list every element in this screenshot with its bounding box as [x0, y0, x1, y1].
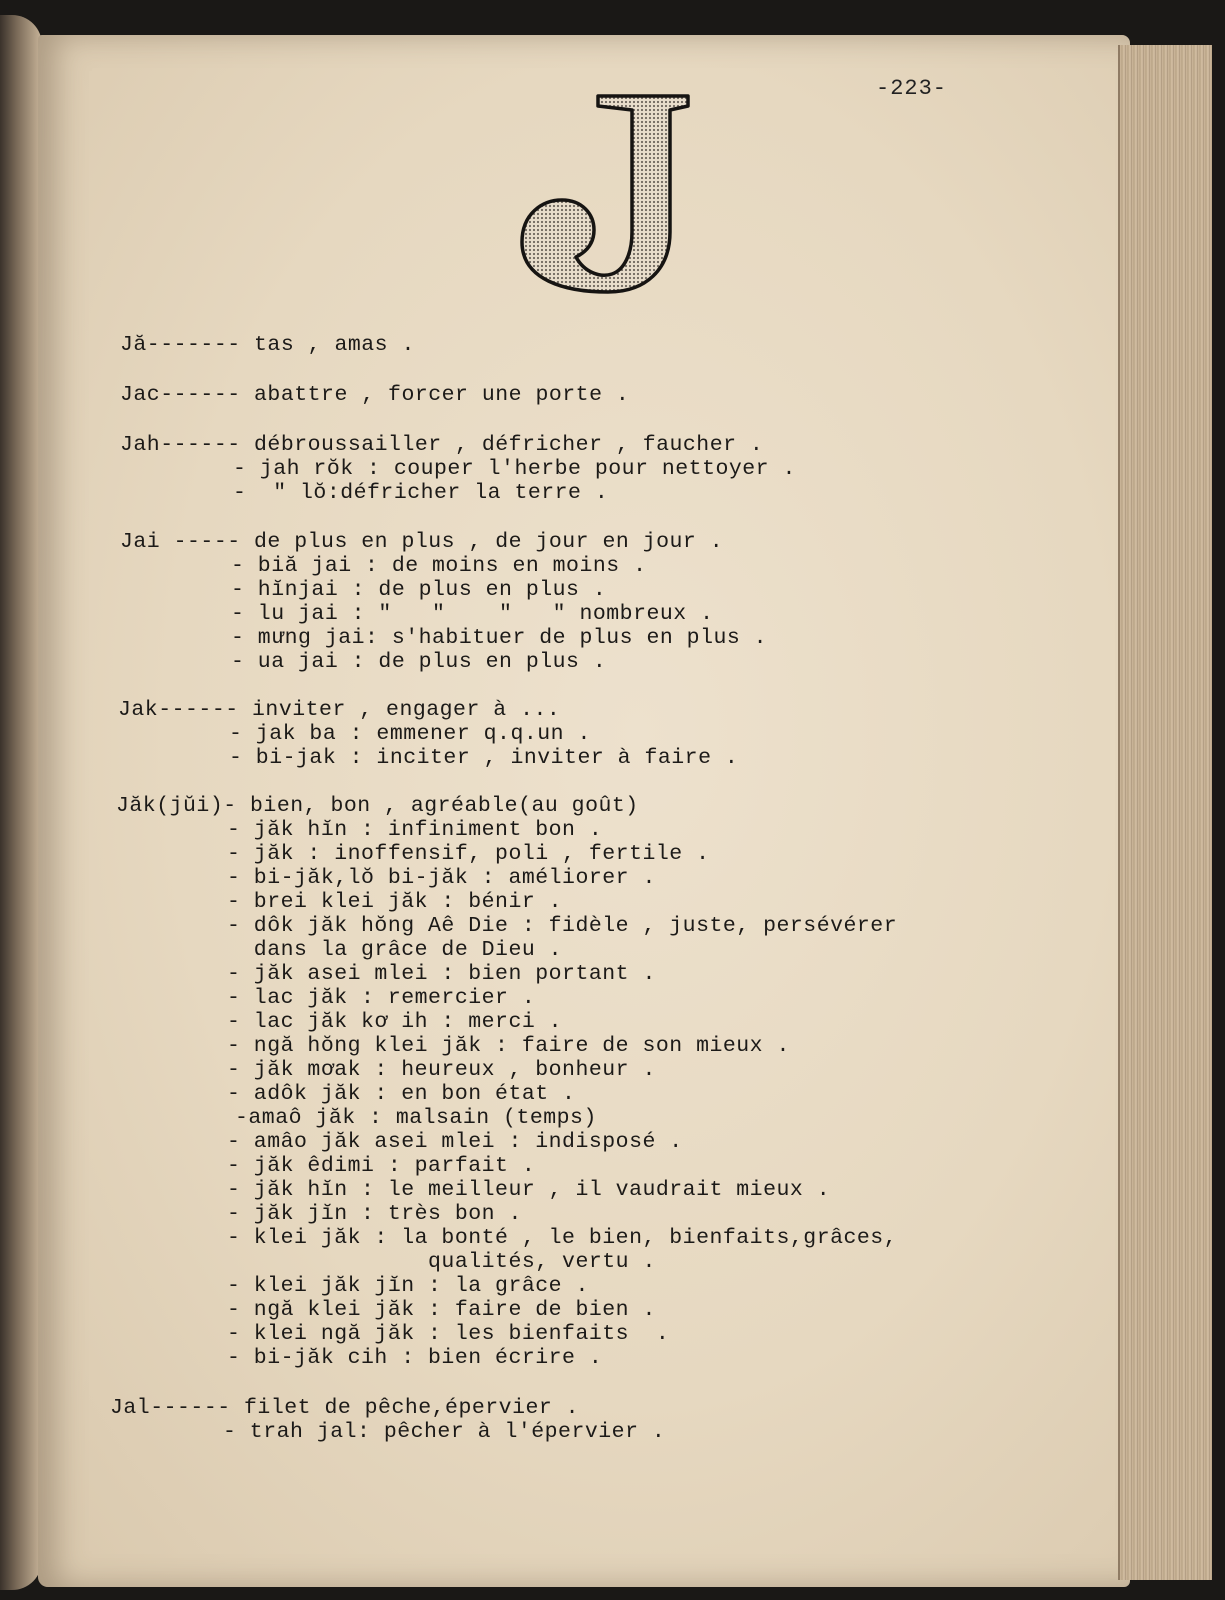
definition: dans la grâce de Dieu . — [227, 938, 563, 962]
entry-line — [229, 746, 738, 770]
definition: - ngă klei jăk : faire de bien . — [227, 1298, 656, 1322]
definition: filet de pêche,épervier . — [230, 1396, 580, 1420]
entry-line — [227, 1250, 656, 1274]
entry-line — [223, 1420, 665, 1444]
entry-line — [120, 333, 415, 357]
entry-line — [120, 433, 763, 457]
definition: - ngă hŏng klei jăk : faire de son mieux . — [227, 1034, 790, 1058]
headword: Jai ----- — [120, 530, 241, 554]
definition: débroussailler , défricher , faucher . — [240, 433, 764, 457]
entry-line — [227, 1010, 562, 1034]
definition: bien, bon , agréable(au goût) — [236, 794, 639, 818]
definition: - biă jai : de moins en moins . — [231, 554, 647, 578]
definition: - dôk jăk hŏng Aê Die : fidèle , juste, persévérer — [227, 914, 898, 938]
entry-line — [227, 986, 535, 1010]
page-number: -223- — [876, 76, 948, 101]
definition: - jah rŏk : couper l'herbe pour nettoyer . — [233, 457, 796, 481]
headword: Jac------ — [120, 383, 241, 407]
definition: - jak ba : emmener q.q.un . — [229, 722, 591, 746]
entry-line — [227, 1298, 656, 1322]
definition: - jăk asei mlei : bien portant . — [227, 962, 656, 986]
definition: - lac jăk kơ ih : merci . — [227, 1010, 563, 1034]
entry-line — [120, 383, 629, 407]
headword: Jak------ — [118, 698, 239, 722]
entry-line — [235, 1106, 597, 1130]
entry-line — [229, 722, 591, 746]
definition: abattre , forcer une porte . — [240, 383, 630, 407]
entry-line — [227, 1274, 589, 1298]
entry-line — [231, 554, 646, 578]
entry-line — [227, 1322, 669, 1346]
entry-line — [231, 578, 606, 602]
definition: - klei jăk jĭn : la grâce . — [227, 1274, 589, 1298]
entry-line — [227, 890, 562, 914]
definition: - bi-jăk,lŏ bi-jăk : améliorer . — [227, 866, 656, 890]
entry-line — [227, 1178, 830, 1202]
definition: - jăk jĭn : très bon . — [227, 1202, 522, 1226]
definition: - jăk mơak : heureux , bonheur . — [227, 1058, 656, 1082]
definition: de plus en plus , de jour en jour . — [240, 530, 724, 554]
entry-line — [227, 1130, 683, 1154]
entry-line — [231, 650, 606, 674]
entry-line — [118, 698, 560, 722]
entry-line — [116, 794, 639, 818]
definition: - trah jal: pêcher à l'épervier . — [223, 1420, 666, 1444]
headword: Jah------ — [120, 433, 241, 457]
definition: - klei jăk : la bonté , le bien, bienfaits,grâces, — [227, 1226, 898, 1250]
entry-line — [227, 1202, 522, 1226]
definition: - klei ngă jăk : les bienfaits . — [227, 1322, 670, 1346]
definition: -amaô jăk : malsain (temps) — [235, 1106, 597, 1130]
definition: - lac jăk : remercier . — [227, 986, 536, 1010]
entry-line — [227, 914, 897, 938]
definition: - brei klei jăk : bénir . — [227, 890, 563, 914]
definition: - jăk êdimi : parfait . — [227, 1154, 536, 1178]
entry-line — [227, 1154, 535, 1178]
entry-line — [227, 842, 709, 866]
entry-line — [227, 1226, 897, 1250]
headword: Jal------ — [110, 1396, 231, 1420]
definition: - lu jai : " " " " nombreux . — [231, 602, 714, 626]
definition: qualités, vertu . — [227, 1250, 656, 1274]
definition: - jăk hĭn : le meilleur , il vaudrait mieux . — [227, 1178, 831, 1202]
definition: - adôk jăk : en bon état . — [227, 1082, 576, 1106]
definition: - jăk hĭn : infiniment bon . — [227, 818, 603, 842]
entry-line — [231, 626, 767, 650]
entry-line — [233, 481, 608, 505]
entry-line — [227, 1034, 790, 1058]
entry-line — [227, 938, 562, 962]
definition: - ua jai : de plus en plus . — [231, 650, 607, 674]
definition: - bi-jăk cih : bien écrire . — [227, 1346, 603, 1370]
headword: Jă------- — [120, 333, 241, 357]
entry-line — [231, 602, 713, 626]
definition: tas , amas . — [240, 333, 415, 357]
entry-line — [227, 1346, 602, 1370]
definition: - amâo jăk asei mlei : indisposé . — [227, 1130, 683, 1154]
entry-line — [227, 818, 602, 842]
definition: - hĭnjai : de plus en plus . — [231, 578, 607, 602]
entry-line — [227, 1082, 575, 1106]
entry-line — [110, 1396, 579, 1420]
entry-line — [233, 457, 796, 481]
definition: inviter , engager à ... — [238, 698, 561, 722]
entry-line — [120, 530, 723, 554]
entry-line — [227, 962, 656, 986]
headword: Jăk(jŭi)- — [116, 794, 237, 818]
definition: - " lŏ:défricher la terre . — [233, 481, 609, 505]
definition: - jăk : inoffensif, poli , fertile . — [227, 842, 710, 866]
definition: - mưng jai: s'habituer de plus en plus . — [231, 626, 768, 650]
entry-line — [227, 866, 656, 890]
definition: - bi-jak : inciter , inviter à faire . — [229, 746, 739, 770]
entry-line — [227, 1058, 656, 1082]
